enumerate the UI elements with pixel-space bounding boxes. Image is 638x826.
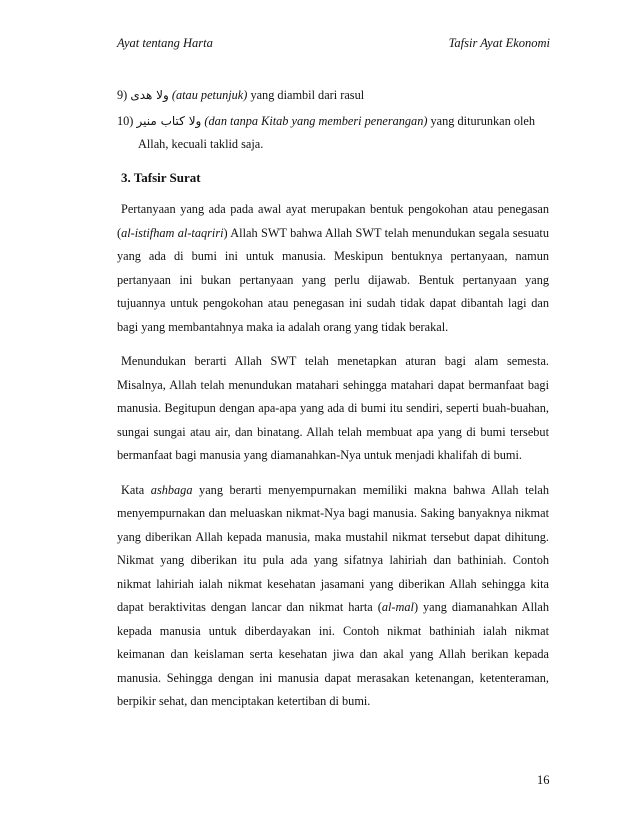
paragraph-1 — [117, 198, 549, 339]
page-header — [117, 36, 550, 51]
paragraph-text: yang berarti menyempurnakan memiliki makna bahwa Allah telah menyempurnakan dan meluaskan nikmat-Nya bagi manusia. Saking banyaknya nikmat yang diberikan Allah kepada manusia, maka mustahil nikmat tersebut dapat dihitung. Nikmat yang diberikan itu pula ada yang sifatnya lahiriah dan bathiniah. Contoh nikmat lahiriah ialah nikmat kesehatan jasamani yang diberikan Allah sehingga kita dapat beraktivitas dengan lancar dan nikmat harta ( — [117, 482, 549, 614]
item-text: yang diambil dari rasul — [250, 88, 365, 102]
paragraph-text: Pertanyaan yang ada pada awal ayat merupakan bentuk pengokohan atau penegasan ( — [117, 202, 549, 240]
page-body — [117, 85, 549, 725]
page-number: 16 — [537, 773, 550, 787]
paragraph-2 — [117, 350, 549, 468]
paragraph-text: Kata — [121, 482, 151, 497]
paragraph-text: ) yang diamanahkan Allah kepada manusia untuk diberdayakan ini. Contoh nikmat bathiniah ialah nikmat keimanan dan keislaman serta kesehatan jiwa dan akal yang Allah berikan kepada manusia. Sehingga dengan ini manusia dapat merasakan ketenangan, ketenteraman, berpikir sehat, dan menciptakan ketertiban di bumi. — [117, 600, 550, 708]
paragraph-text: Menundukan berarti Allah SWT telah menetapkan aturan bagi alam semesta. Misalnya, Allah telah menundukan matahari sehingga matahari dapat bermanfaat bagi manusia. Begitupun dengan apa-apa yang ada di bumi itu sendiri, seperti buah-buahan, sungai sungai atau air, dan binatang. Allah telah membuat apa yang di bumi tersebut bermanfaat bagi manusia yang diamanahkan-Nya untuk menjadi khalifah di bumi. — [117, 354, 549, 462]
header-left-title: Ayat tentang Harta — [117, 36, 213, 50]
item-number: 9) — [117, 88, 128, 102]
paragraph-3 — [117, 479, 549, 714]
item-number: 10) — [117, 114, 134, 128]
section-title: 3. Tafsir Surat — [121, 170, 201, 185]
list-item-9 — [117, 85, 549, 105]
item-text: yang diturunkan oleh — [430, 114, 536, 128]
paragraph-emphasis: al-istifham al-taqriri — [121, 225, 224, 240]
arabic-phrase: ولا هدى — [130, 88, 169, 102]
item-translation: (atau petunjuk) — [171, 88, 248, 102]
paragraph-text: ) Allah SWT bahwa Allah SWT telah menundukan segala sesuatu yang ada di bumi ini untuk manusia. Meskipun bentuknya pertanyaan, namun pertanyaan ini bukan pertanyaan yang perlu dijawab. Bentuk pertanyaan yang tujuannya untuk pengokohan atau penegasan ini sudah tidak dapat dibantah lagi dan bagi yang membantahnya maka ia adalah orang yang tidak berakal. — [117, 225, 549, 334]
paragraph-emphasis: ashbaga — [150, 482, 193, 497]
list-item-10-continuation: Allah, kecuali taklid saja. — [138, 137, 264, 151]
list-item-10 — [117, 111, 549, 131]
item-translation: (dan tanpa Kitab yang memberi penerangan) — [204, 114, 428, 128]
paragraph-emphasis: al-mal — [381, 600, 414, 614]
header-right-title: Tafsir Ayat Ekonomi — [448, 36, 550, 50]
arabic-phrase: ولا كتاب منير — [136, 114, 202, 128]
